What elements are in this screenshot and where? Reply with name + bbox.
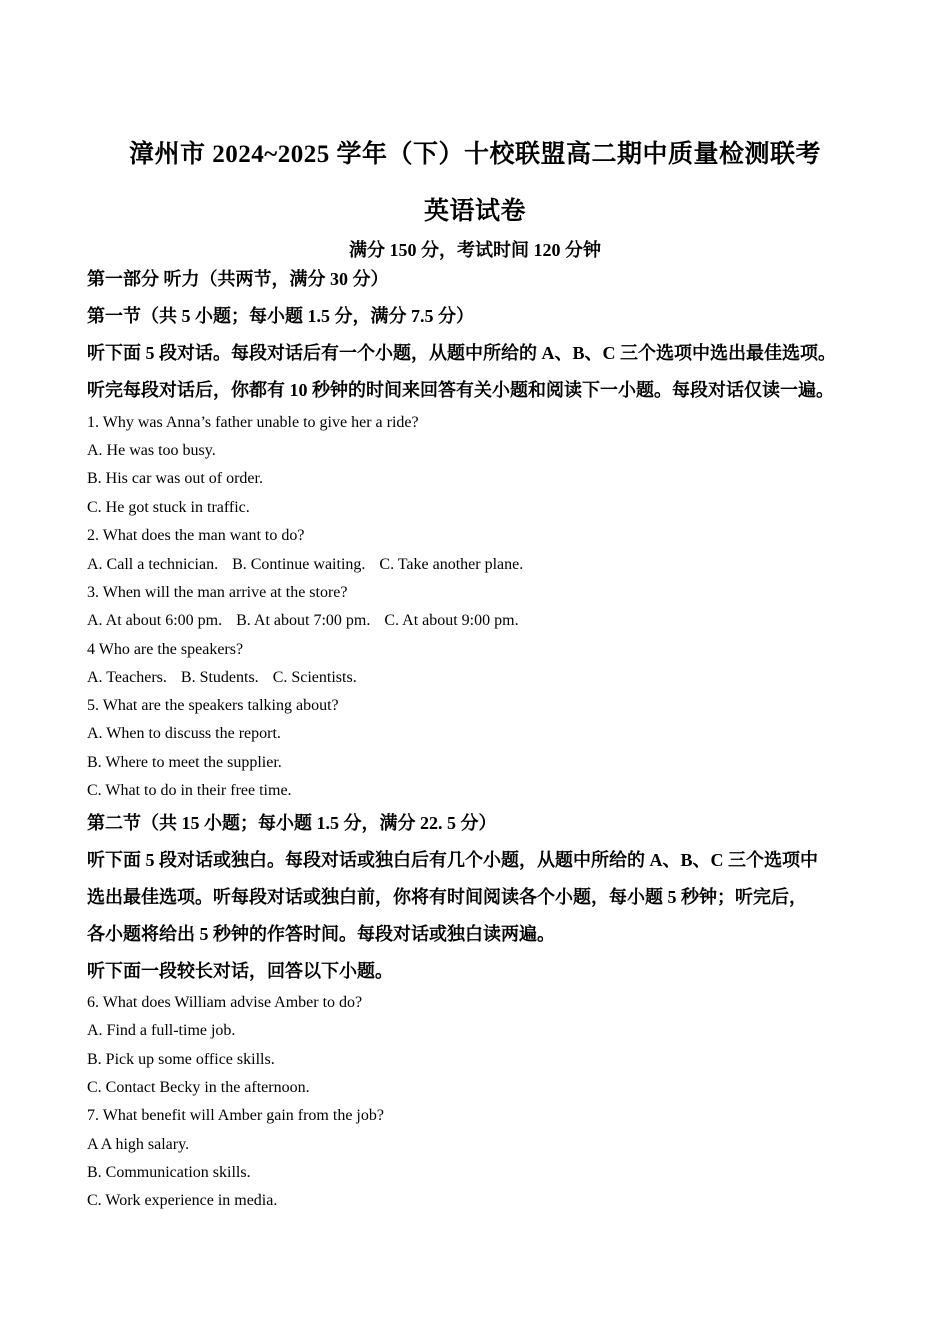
q5-option-b: B. Where to meet the supplier. (87, 754, 282, 771)
section1-instruction-2: 听完每段对话后，你都有 10 秒钟的时间来回答有关小题和阅读下一小题。每段对话仅读一遍。 (87, 380, 834, 400)
q3-option-a: A. At about 6:00 pm. (87, 612, 223, 629)
section2-instruction-3: 各小题将给出 5 秒钟的作答时间。每段对话或独白读两遍。 (87, 924, 555, 944)
q4-option-a: A. Teachers. (87, 669, 167, 686)
q2-option-a: A. Call a technician. (87, 556, 219, 573)
question-4: 4 Who are the speakers? (87, 641, 244, 658)
q1-option-b: B. His car was out of order. (87, 470, 263, 487)
q7-option-c: C. Work experience in media. (87, 1192, 278, 1209)
question-7: 7. What benefit will Amber gain from the job? (87, 1107, 384, 1124)
q4-options (87, 669, 371, 687)
q2-option-c: C. Take another plane. (379, 556, 524, 573)
q1-option-a: A. He was too busy. (87, 442, 216, 459)
section2-instruction-2: 选出最佳选项。听每段对话或独白前，你将有时间阅读各个小题，每小题 5 秒钟；听完后， (87, 887, 807, 907)
section2-heading: 第二节（共 15 小题；每小题 1.5 分，满分 22. 5 分） (87, 813, 497, 833)
q5-option-a: A. When to discuss the report. (87, 725, 281, 742)
question-3: 3. When will the man arrive at the store? (87, 584, 348, 601)
part1-heading: 第一部分 听力（共两节，满分 30 分） (87, 269, 389, 289)
section2-instruction-1: 听下面 5 段对话或独白。每段对话或独白后有几个小题，从题中所给的 A、B、C 三个选项中 (87, 850, 818, 870)
q7-option-a: A A high salary. (87, 1136, 190, 1153)
question-1: 1. Why was Anna’s father unable to give her a ride? (87, 414, 419, 431)
dialogue-intro: 听下面一段较长对话，回答以下小题。 (87, 961, 393, 981)
q5-option-c: C. What to do in their free time. (87, 782, 292, 799)
q6-option-b: B. Pick up some office skills. (87, 1051, 275, 1068)
q3-option-c: C. At about 9:00 pm. (384, 612, 519, 629)
q1-option-c: C. He got stuck in traffic. (87, 499, 250, 516)
q4-option-c: C. Scientists. (272, 669, 357, 686)
q3-options (87, 612, 533, 630)
q2-option-b: B. Continue waiting. (232, 556, 366, 573)
q6-option-c: C. Contact Becky in the afternoon. (87, 1079, 310, 1096)
q3-option-b: B. At about 7:00 pm. (236, 612, 371, 629)
exam-info: 满分 150 分，考试时间 120 分钟 (349, 240, 601, 260)
section1-heading: 第一节（共 5 小题；每小题 1.5 分，满分 7.5 分） (87, 306, 474, 326)
q4-option-b: B. Students. (180, 669, 259, 686)
subject-title: 英语试卷 (423, 198, 526, 225)
question-6: 6. What does William advise Amber to do? (87, 994, 363, 1011)
section1-instruction-1: 听下面 5 段对话。每段对话后有一个小题，从题中所给的 A、B、C 三个选项中选出最佳选项。 (87, 343, 836, 363)
q7-option-b: B. Communication skills. (87, 1164, 251, 1181)
exam-title: 漳州市 2024~2025 学年（下）十校联盟高二期中质量检测联考 (128, 141, 821, 168)
q2-options (87, 556, 537, 574)
q6-option-a: A. Find a full-time job. (87, 1022, 236, 1039)
question-2: 2. What does the man want to do? (87, 527, 305, 544)
question-5: 5. What are the speakers talking about? (87, 697, 339, 714)
